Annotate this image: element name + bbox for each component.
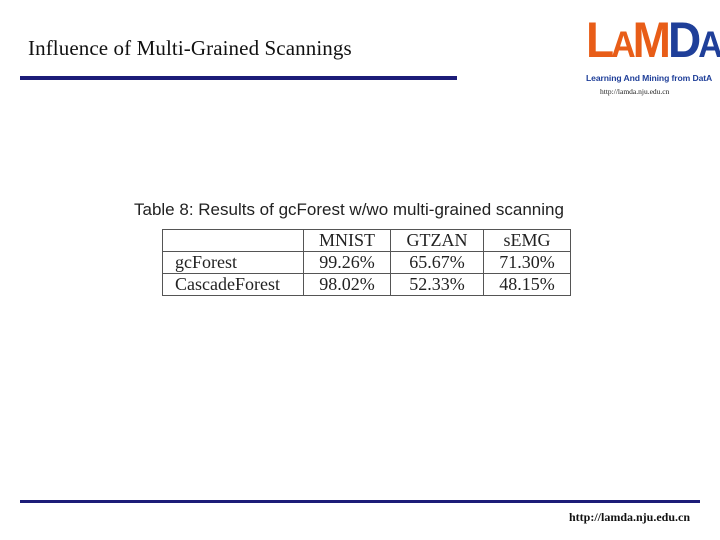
footer-url: http://lamda.nju.edu.cn (569, 510, 691, 524)
table-header-cell: GTZAN (391, 230, 484, 252)
footer-rule (20, 500, 700, 503)
logo-tagline: Learning And Mining from DatA (586, 73, 713, 83)
table-header-cell (163, 230, 304, 252)
table-row-label: gcForest (163, 252, 304, 274)
table-cell: 99.26% (304, 252, 391, 274)
table-cell: 65.67% (391, 252, 484, 274)
table-cell: 98.02% (304, 274, 391, 296)
lamda-wordmark: LAMDA (586, 11, 720, 68)
lamda-logo (586, 11, 720, 83)
logo-url: http://lamda.nju.edu.cn (600, 87, 670, 96)
table-caption: Table 8: Results of gcForest w/wo multi-grained scanning (134, 200, 564, 219)
title-underline (20, 76, 457, 80)
table-row (163, 252, 571, 274)
table-row-label: CascadeForest (163, 274, 304, 296)
table-header-row (163, 230, 571, 252)
table-cell: 52.33% (391, 274, 484, 296)
slide-title: Influence of Multi-Grained Scannings (28, 36, 352, 60)
results-table (162, 229, 571, 296)
table-row (163, 274, 571, 296)
table-header-cell: sEMG (484, 230, 571, 252)
table-cell: 71.30% (484, 252, 571, 274)
table-header-cell: MNIST (304, 230, 391, 252)
table-cell: 48.15% (484, 274, 571, 296)
